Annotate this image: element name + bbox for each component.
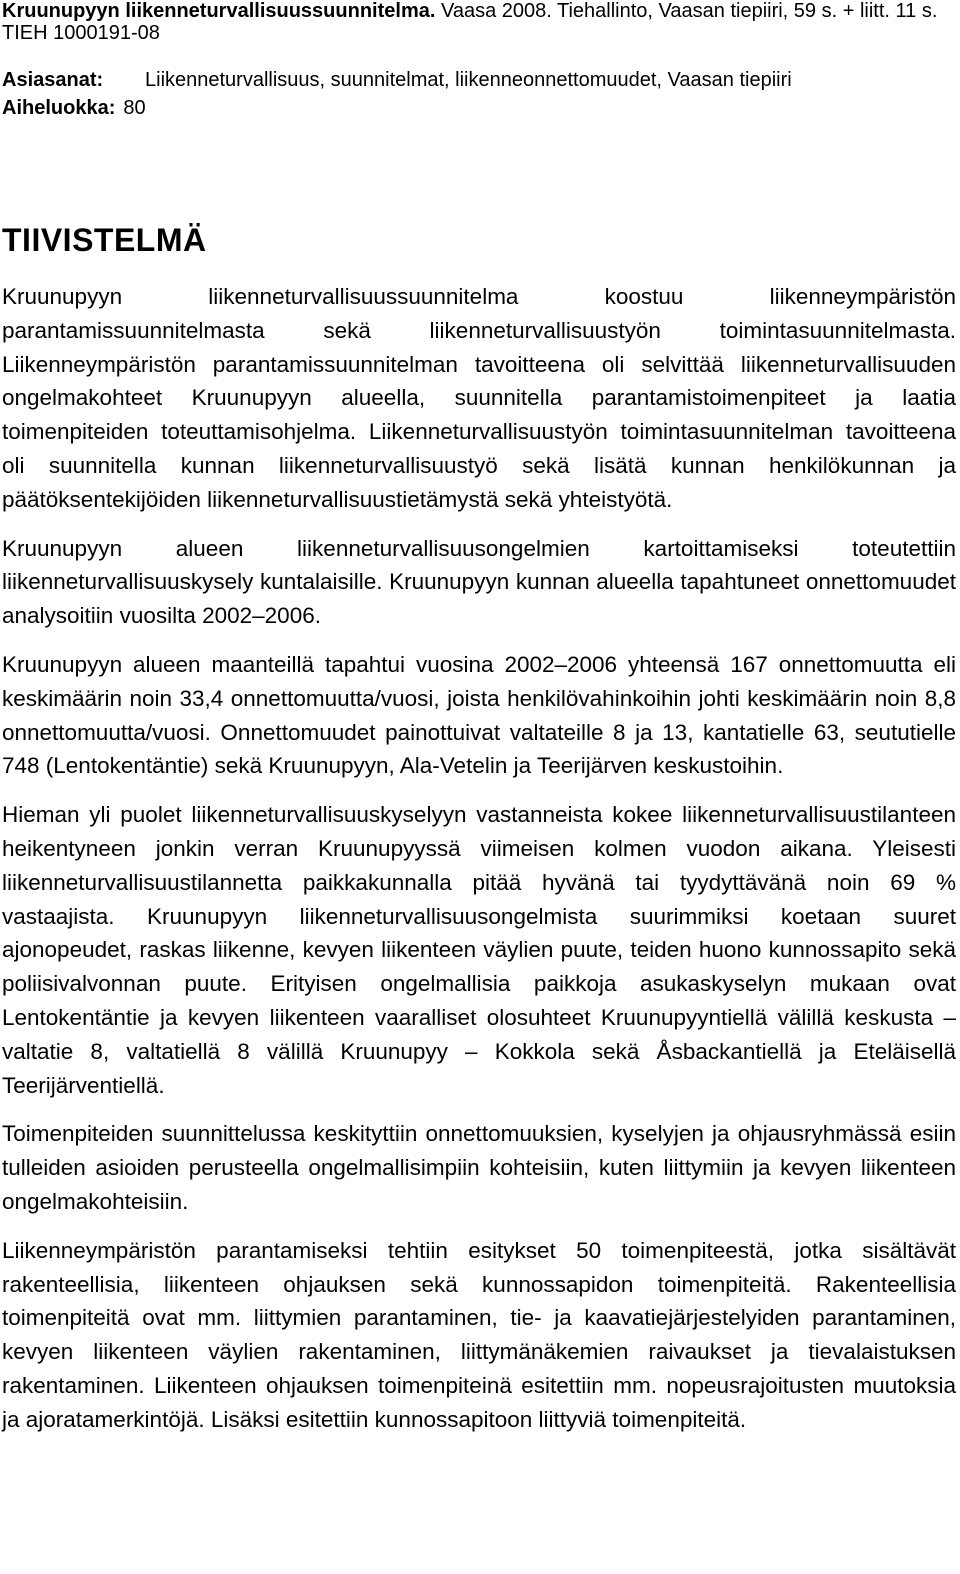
keywords-value: Liikenneturvallisuus, suunnitelmat, liikenneonnettomuudet, Vaasan tiepiiri — [145, 69, 792, 91]
category-value: 80 — [123, 97, 146, 119]
keywords-label: Asiasanat: — [2, 69, 104, 91]
summary-paragraph: Liikenneympäristön parantamiseksi tehtiin esitykset 50 toimenpiteestä, jotka sisältävät rakenteellisia, liikenteen ohjauksen sekä kunnossapidon toimenpiteitä. Rakenteellisia toimenpiteitä ovat mm. liittymien parantaminen, tie- ja kaavatiejärjestelyiden parantaminen, kevyen liikenteen väylien rakentaminen, liittymänäkemien raivaukset ja tievalaistuksen rakentaminen. Liikenteen ohjauksen toimenpiteinä esitettiin mm. nopeusrajoitusten muutoksia ja ajoratamerkintöjä. Lisäksi esitettiin kunnossapitoon liittyviä toimenpiteitä. — [2, 1237, 956, 1432]
summary-paragraph: Kruunupyyn alueen maanteillä tapahtui vuosina 2002–2006 yhteensä 167 onnettomuutta eli keskimäärin noin 33,4 onnettomuutta/vuosi, joista henkilövahinkoihin johti keskimäärin noin 8,8 onnettomuutta/vuosi. Onnettomuudet painottuivat valtateille 8 ja 13, kantatielle 63, seututielle 748 (Lentokentäntie) sekä Kruunupyyn, Ala-Vetelin ja Teerijärven keskustoihin. — [2, 651, 956, 779]
summary-paragraph: Hieman yli puolet liikenneturvallisuuskyselyyn vastanneista kokee liikenneturvallisuustilanteen heikentyneen jonkin verran Kruunupyyssä viimeisen kolmen vuodon aikana. Yleisesti liikenneturvallisuustilannetta paikkakunnalla pitää hyvänä tai tyydyttävänä noin 69 % vastaajista. Kruunupyyn liikenneturvallisuusongelmista suurimmiksi koetaan suuret ajonopeudet, raskas liikenne, kevyen liikenteen väylien puute, teiden huono kunnossapito sekä poliisivalvonnan puute. Erityisen ongelmallisia paikkoja asukaskyselyn mukaan ovat Lentokentäntie ja kevyen liikenteen vaaralliset olosuhteet Kruunupyyntiellä välillä keskusta – valtatie 8, valtatiellä 8 välillä Kruunupyy – Kokkola sekä Åsbackantiellä ja Eteläisellä Teerijärventiellä. — [2, 802, 956, 1098]
summary-paragraph: Kruunupyyn liikenneturvallisuussuunnitelma koostuu liikenneympäristön parantamissuunnitelmasta sekä liikenneturvallisuustyön toimintasuunnitelmasta. Liikenneympäristön parantamissuunnitelman tavoitteena oli selvittää liikenneturvallisuuden ongelmakohteet Kruunupyyn alueella, suunnitella parantamistoimenpiteet ja laatia toimenpiteiden toteuttamisohjelma. Liikenneturvallisuustyön toimintasuunnitelman tavoitteena oli suunnitella kunnan liikenneturvallisuustyö sekä lisätä kunnan henkilökunnan ja päätöksentekijöiden liikenneturvallisuustietämystä sekä yhteistyötä. — [2, 284, 956, 512]
category-label: Aiheluokka: — [2, 97, 116, 119]
publication-details: Vaasa 2008. Tiehallinto, Vaasan tiepiiri, 59 s. + liitt. 11 s. TIEH 1000191-08 — [2, 0, 938, 44]
summary-paragraph: Toimenpiteiden suunnittelussa keskityttiin onnettomuuksien, kyselyjen ja ohjausryhmässä esiin tulleiden asioiden perusteella ongelmallisimpiin kohteisiin, kuten liittymiin ja kevyen liikenteen ongelmakohteisiin. — [2, 1121, 956, 1214]
document-title: Kruunupyyn liikenneturvallisuussuunnitelma. — [2, 0, 436, 22]
document-page — [2, 0, 956, 1437]
summary-heading: TIIVISTELMÄ — [2, 222, 207, 258]
metadata-block — [2, 66, 956, 122]
bibliographic-reference — [2, 0, 956, 44]
summary-paragraph: Kruunupyyn alueen liikenneturvallisuusongelmien kartoittamiseksi toteutettiin liikenneturvallisuuskysely kuntalaisille. Kruunupyyn kunnan alueella tapahtuneet onnettomuudet analysoitiin vuosilta 2002–2006. — [2, 535, 956, 629]
summary-body — [2, 280, 956, 1437]
keywords-row — [2, 66, 956, 94]
category-row — [2, 94, 956, 122]
